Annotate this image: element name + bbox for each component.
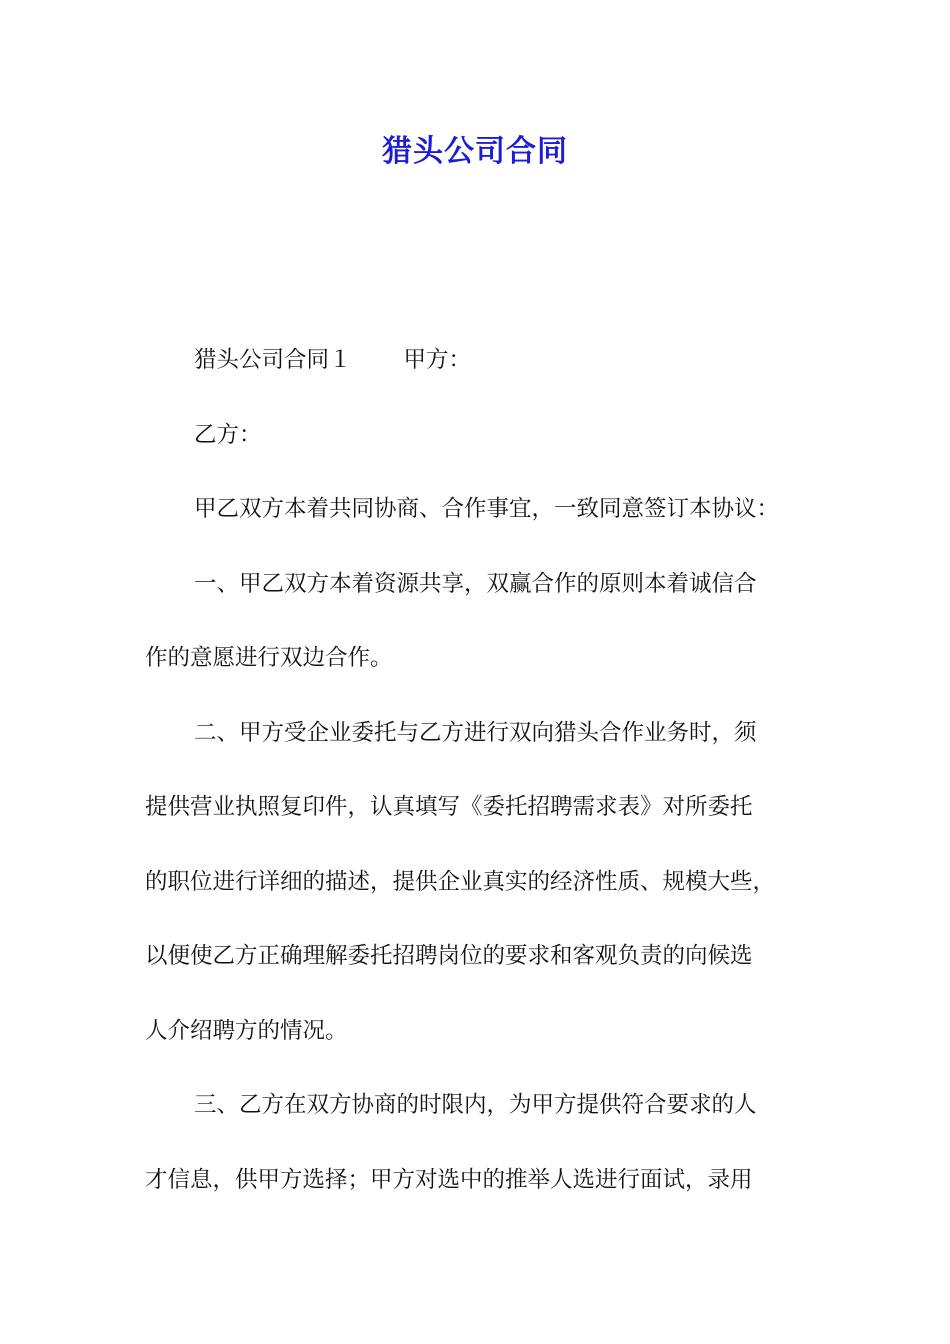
paragraph-line: 才信息，供甲方选择；甲方对选中的推举人选进行面试，录用 [145,1166,753,1193]
paragraph-line: 的职位进行详细的描述，提供企业真实的经济性质、规模大些， [145,868,776,895]
paragraph-line: 以便使乙方正确理解委托招聘岗位的要求和客观负责的向候选 [145,943,753,969]
paragraph-line: 二、甲方受企业委托与乙方进行双向猎头合作业务时，须 [194,719,757,746]
paragraph-line: 一、甲乙双方本着资源共享，双赢合作的原则本着诚信合 [194,570,757,597]
paragraph-line: 乙方： [194,421,262,448]
paragraph-line: 提供营业执照复印件，认真填写《委托招聘需求表》对所委托 [145,794,753,820]
party-a-label: 甲方： [403,347,472,373]
document-title: 猎头公司合同 [382,134,568,169]
contract-heading: 猎头公司合同１ [194,347,352,373]
paragraph-line: 三、乙方在双方协商的时限内，为甲方提供符合要求的人 [194,1092,757,1118]
paragraph-line: 作的意愿进行双边合作。 [145,645,393,671]
paragraph-line: 甲乙双方本着共同协商、合作事宜，一致同意签订本协议： [194,496,780,522]
document-body [145,335,825,1229]
paragraph-line [145,335,825,410]
paragraph-line: 人介绍聘方的情况。 [145,1017,348,1044]
